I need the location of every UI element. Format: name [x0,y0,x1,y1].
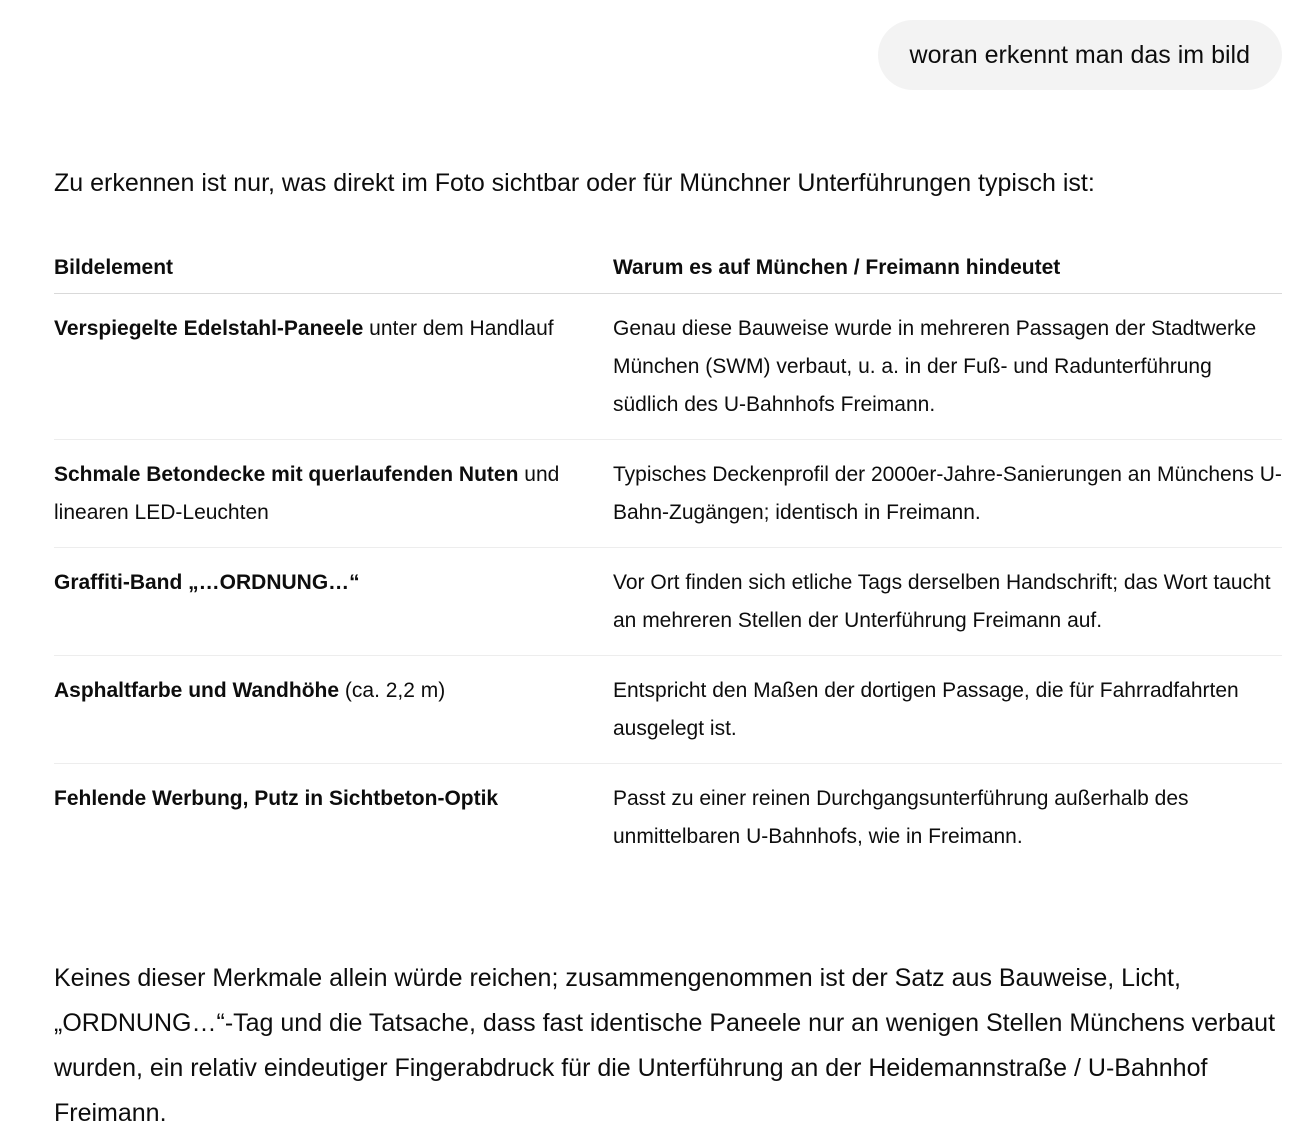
table-cell-element [54,764,613,872]
table-row [54,656,1282,764]
element-bold-text: Verspiegelte Edelstahl-Paneele [54,317,364,340]
table-header-reason: Warum es auf München / Freimann hindeutet [613,248,1282,294]
element-bold-text: Asphaltfarbe und Wandhöhe [54,679,340,702]
table-row [54,764,1282,872]
conclusion-paragraph: Keines dieser Merkmale allein würde reichen; zusammengenommen ist der Satz aus Bauweise, Licht, „ORDNUNG…“-Tag und die Tatsache, dass fast identische Paneele nur an wenigen Stellen Münchens verbaut wurden, ein relativ eindeutiger Fingerabdruck für die Unterführung an der Heidemannstraße / U-Bahnhof Freimann. [54,964,1276,1127]
table-cell-reason: Typisches Deckenprofil der 2000er-Jahre-Sanierungen an Münchens U-Bahn-Zugängen; identisch in Freimann. [613,440,1282,548]
table-cell-reason: Vor Ort finden sich etliche Tags derselben Handschrift; das Wort taucht an mehreren Stellen der Unterführung Freimann auf. [613,548,1282,656]
element-rest-text: und linearen LED-Leuchten [54,463,560,524]
table-cell-reason: Entspricht den Maßen der dortigen Passage, die für Fahrradfahrten ausgelegt ist. [613,656,1282,764]
table-cell-element [54,548,613,656]
element-bold-text: Graffiti-Band „…ORDNUNG…“ [54,571,360,594]
table-header-element: Bildelement [54,248,613,294]
element-rest-text: unter dem Handlauf [363,317,554,340]
table-cell-element [54,440,613,548]
table-row [54,294,1282,440]
table-cell-element [54,656,613,764]
evidence-table [54,248,1282,871]
table-cell-element [54,294,613,440]
table-row [54,440,1282,548]
element-rest-text: (ca. 2,2 m) [339,679,446,702]
table-cell-reason: Passt zu einer reinen Durchgangsunterführung außerhalb des unmittelbaren U-Bahnhofs, wie in Freimann. [613,787,1189,848]
intro-paragraph: Zu erkennen ist nur, was direkt im Foto sichtbar oder für Münchner Unterführungen typisch ist: [54,169,1095,197]
table-row [54,548,1282,656]
element-bold-text: Fehlende Werbung, Putz in Sichtbeton-Optik [54,787,499,810]
user-message-bubble: woran erkennt man das im bild [878,20,1282,90]
table-header-row [54,248,1282,294]
table-cell-reason: Genau diese Bauweise wurde in mehreren Passagen der Stadtwerke München (SWM) verbaut, u. a. in der Fuß- und Radunterführung südlich des U-Bahnhofs Freimann. [613,294,1282,440]
element-bold-text: Schmale Betondecke mit querlaufenden Nuten [54,463,519,486]
